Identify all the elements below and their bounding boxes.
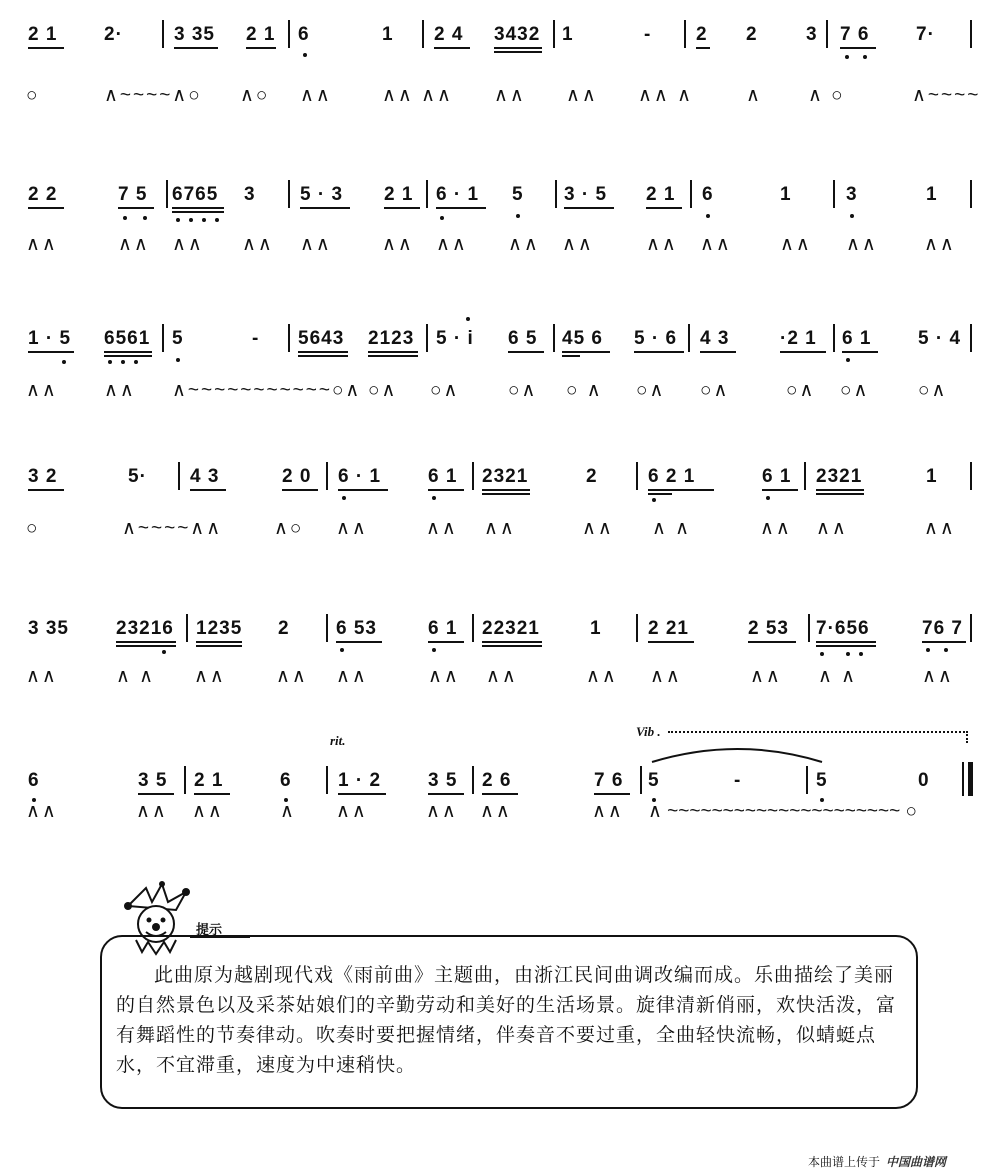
articulation-mark: ∧~~~~~~~~~~~○∧ <box>172 380 362 401</box>
articulation-mark: ∧∧ <box>192 801 224 822</box>
note: 2 1 <box>646 184 676 205</box>
articulation-mark: ∧∧ <box>242 234 274 255</box>
note: 6 1 <box>762 466 792 487</box>
note: 5 · 4 <box>918 328 962 349</box>
articulation-mark: ∧∧ <box>336 518 368 539</box>
note: 7 6 <box>840 24 870 45</box>
articulation-mark: ∧∧ <box>136 801 168 822</box>
note: 2 4 <box>434 24 464 45</box>
note: 2 2 <box>28 184 58 205</box>
note: 2 <box>586 466 598 487</box>
note: 5 <box>512 184 524 205</box>
note: 6 <box>280 770 292 791</box>
articulation-mark: ○∧ <box>508 380 538 401</box>
articulation-mark: ∧∧ <box>336 801 368 822</box>
note: 7·656 <box>816 618 870 639</box>
articulation-mark: ∧ ~~~~~~~~~~~~~~~~~~~~~ ○ <box>648 801 917 822</box>
note: 7· <box>916 24 935 45</box>
articulation-mark: ∧∧ <box>592 801 624 822</box>
note: 2 1 <box>194 770 224 791</box>
articulation-mark: ∧∧ <box>846 234 878 255</box>
note: 2 21 <box>648 618 689 639</box>
note: 7 5 <box>118 184 148 205</box>
note: 1 <box>590 618 602 639</box>
articulation-mark: ○ <box>26 85 40 106</box>
articulation-mark: ∧∧ <box>484 518 516 539</box>
articulation-mark: ∧∧ <box>760 518 792 539</box>
articulation-mark: ∧∧ <box>26 666 58 687</box>
note: 6 <box>28 770 40 791</box>
articulation-mark: ∧∧ <box>750 666 782 687</box>
articulation-mark: ∧ ∧ <box>116 666 156 687</box>
articulation-mark: ∧∧ <box>562 234 594 255</box>
note: 2321 <box>816 466 863 487</box>
note: 6 <box>702 184 714 205</box>
note: 2 <box>278 618 290 639</box>
articulation-mark: ∧ <box>746 85 762 106</box>
articulation-mark: ∧∧ <box>566 85 598 106</box>
articulation-mark: ∧∧ <box>26 801 58 822</box>
tip-text: 此曲原为越剧现代戏《雨前曲》主题曲，由浙江民间曲调改编而成。乐曲描绘了美丽的自然景色以及采茶姑娘们的辛勤劳动和美好的生活场景。旋律清新俏丽，欢快活泼，富有舞蹈性的节奏律动。吹奏时要把握情绪，伴奏音不要过重，全曲轻快流畅，似蜻蜓点水，不宜滞重，速度为中速稍快。 <box>116 964 897 1076</box>
articulation-mark: ∧∧ <box>104 380 136 401</box>
note: 6 · 1 <box>436 184 480 205</box>
note: 2 1 <box>246 24 276 45</box>
articulation-mark: ∧∧ <box>382 234 414 255</box>
note: 1 · 5 <box>28 328 72 349</box>
articulation-mark: ○∧ <box>636 380 666 401</box>
note: 1 <box>780 184 792 205</box>
note: 2 0 <box>282 466 312 487</box>
articulation-mark: ○∧ <box>430 380 460 401</box>
site-logo: 中国曲谱网 <box>886 1155 947 1169</box>
note: 5 · 3 <box>300 184 344 205</box>
articulation-mark: ∧∧ <box>586 666 618 687</box>
rit-marking: rit. <box>330 733 346 748</box>
note: 2 1 <box>28 24 58 45</box>
articulation-mark: ∧~~~~∧○ <box>104 85 202 106</box>
note: 6 53 <box>336 618 377 639</box>
note: 3 35 <box>28 618 69 639</box>
articulation-mark: ∧∧ <box>426 801 458 822</box>
tip-title: 提示 <box>196 923 223 938</box>
articulation-mark: ∧∧ <box>646 234 678 255</box>
note: 6765 <box>172 184 219 205</box>
articulation-mark: ∧∧ ∧ <box>638 85 693 106</box>
articulation-mark: ∧∧ <box>480 801 512 822</box>
note: 1235 <box>196 618 243 639</box>
note: 6 1 <box>428 618 458 639</box>
note: 3 <box>846 184 858 205</box>
articulation-mark: ∧∧ <box>300 234 332 255</box>
note: 3 <box>244 184 256 205</box>
note: 3 5 <box>428 770 458 791</box>
note: 1 <box>382 24 394 45</box>
articulation-mark: ∧∧ <box>816 518 848 539</box>
articulation-mark: ∧ <box>280 801 296 822</box>
note: ·2 1 <box>780 328 817 349</box>
note: 4 3 <box>190 466 220 487</box>
articulation-mark: ∧∧ <box>428 666 460 687</box>
articulation-mark: ∧∧ <box>700 234 732 255</box>
articulation-mark: ∧∧ <box>172 234 204 255</box>
articulation-mark: ∧∧ <box>300 85 332 106</box>
note: 6 · 1 <box>338 466 382 487</box>
articulation-mark: ∧○ <box>240 85 270 106</box>
articulation-mark: ○ ∧ <box>566 380 603 401</box>
articulation-mark: ∧∧ <box>650 666 682 687</box>
note: 1 <box>926 466 938 487</box>
articulation-mark: ○ <box>26 518 40 539</box>
note: 3432 <box>494 24 541 45</box>
note: 6 1 <box>428 466 458 487</box>
note: 5643 <box>298 328 345 349</box>
note: - <box>252 328 260 349</box>
articulation-mark: ∧~~~~ <box>912 85 981 106</box>
note: 5 <box>172 328 184 349</box>
articulation-mark: ∧∧ <box>276 666 308 687</box>
upload-text: 本曲谱上传于 <box>808 1155 881 1169</box>
articulation-mark: ∧∧ <box>582 518 614 539</box>
articulation-mark: ∧∧ <box>194 666 226 687</box>
articulation-mark: ∧ ∧ <box>818 666 858 687</box>
note: - <box>644 24 652 45</box>
note: 3 · 5 <box>564 184 608 205</box>
note: 6 1 <box>842 328 872 349</box>
articulation-mark: ∧○ <box>274 518 304 539</box>
note: - <box>734 770 742 791</box>
note: 45 6 <box>562 328 603 349</box>
footer <box>808 1153 946 1170</box>
note: 6 5 <box>508 328 538 349</box>
articulation-mark: ∧∧ <box>780 234 812 255</box>
note: 2· <box>104 24 123 45</box>
note: 2 6 <box>482 770 512 791</box>
articulation-mark: ∧∧ <box>508 234 540 255</box>
tie-arc <box>650 742 826 764</box>
articulation-mark: ∧∧ <box>924 518 956 539</box>
note: 2 1 <box>384 184 414 205</box>
note: 76 7 <box>922 618 963 639</box>
articulation-mark: ○∧ <box>918 380 948 401</box>
note: 6 2 1 <box>648 466 696 487</box>
articulation-mark: ∧~~~~∧∧ <box>122 518 223 539</box>
note: 5 <box>648 770 660 791</box>
note: 0 <box>918 770 930 791</box>
note: 5 · i <box>436 328 474 349</box>
note: 4 3 <box>700 328 730 349</box>
articulation-mark: ○∧ <box>786 380 816 401</box>
note: 6561 <box>104 328 151 349</box>
articulation-mark: ∧∧ <box>426 518 458 539</box>
note: 7 6 <box>594 770 624 791</box>
note: 2 53 <box>748 618 789 639</box>
note: 1 · 2 <box>338 770 382 791</box>
articulation-mark: ∧∧ <box>118 234 150 255</box>
note: 2 <box>746 24 758 45</box>
note: 3 35 <box>174 24 215 45</box>
note: 2321 <box>482 466 529 487</box>
articulation-mark: ○∧ <box>700 380 730 401</box>
note: 5 <box>816 770 828 791</box>
articulation-mark: ○∧ <box>368 380 398 401</box>
note: 3 2 <box>28 466 58 487</box>
articulation-mark: ∧∧ <box>486 666 518 687</box>
note: 2123 <box>368 328 415 349</box>
note: 2 <box>696 24 708 45</box>
articulation-mark: ∧∧ <box>436 234 468 255</box>
articulation-mark: ∧ ○ <box>808 85 845 106</box>
note: 6 <box>298 24 310 45</box>
note: 1 <box>926 184 938 205</box>
note: 22321 <box>482 618 540 639</box>
articulation-mark: ∧∧ <box>924 234 956 255</box>
articulation-mark: ○∧ <box>840 380 870 401</box>
note: 5· <box>128 466 147 487</box>
note: 5 · 6 <box>634 328 678 349</box>
articulation-mark: ∧∧ <box>922 666 954 687</box>
note: 1 <box>562 24 574 45</box>
note: 3 <box>806 24 818 45</box>
articulation-mark: ∧ ∧ <box>652 518 692 539</box>
vibrato-marking: Vib . <box>636 724 661 739</box>
articulation-mark: ∧∧ <box>26 380 58 401</box>
articulation-mark: ∧∧ <box>26 234 58 255</box>
note: 3 5 <box>138 770 168 791</box>
articulation-mark: ∧∧ <box>336 666 368 687</box>
note: 23216 <box>116 618 174 639</box>
articulation-mark: ∧∧ ∧∧ <box>382 85 453 106</box>
articulation-mark: ∧∧ <box>494 85 526 106</box>
